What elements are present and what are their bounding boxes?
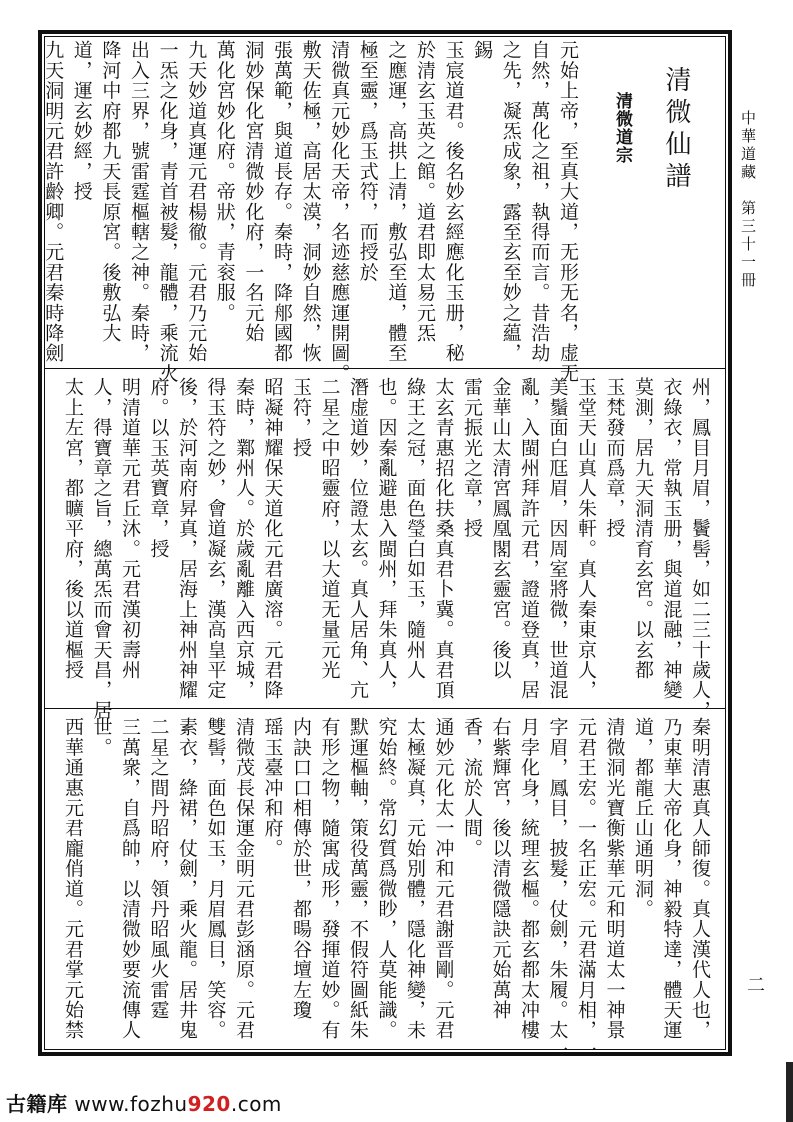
text-column: 二星之間丹昭府，領丹昭風火雷霆	[147, 717, 170, 1020]
text-column: 西華通惠元君龐俏道。元君掌元始禁	[62, 717, 84, 1041]
text-column: 金華山太清宮鳳凰閣玄靈宮。後以	[489, 377, 512, 680]
scan-edge	[786, 1062, 793, 1122]
text-column: 九天洞明元君許齡卿。元君秦時降劍	[42, 40, 65, 364]
footer-watermark	[6, 1088, 282, 1117]
text-column: 於清玄玉英之館。道君即太易元炁	[414, 40, 436, 343]
running-head: 中華道藏 第三十一冊	[739, 110, 757, 290]
footer-url-highlight: 920	[187, 1092, 231, 1116]
text-column: 降河中府都九天長原宮。後敷弘大	[99, 40, 122, 343]
text-column: 秦時，鄴州人。於歲亂離入西京城，	[233, 377, 255, 701]
text-column: 明清道華元君丘沐。元君漢初壽州	[119, 377, 141, 680]
text-column: 字眉，鳳目，披髮，仗劍，朱履。太一	[546, 717, 569, 1061]
footer-url-suffix: .com	[230, 1092, 282, 1116]
text-column: 右紫輝宮，後以清微隱訣元始萬神	[489, 717, 512, 1020]
text-column: 元君王宏。一名正宏。元君滿月相，一	[575, 717, 597, 1061]
text-column: 清微茂長保運金明元君彭涵原。元君	[233, 717, 255, 1041]
text-column: 萬化宮妙化府。帝狀，青衮服。	[213, 40, 236, 323]
text-column: 出入三界，號雷霆樞轄之神。秦時，	[128, 40, 150, 364]
text-column: 敷天佐極，高居太漠，洞妙自然，恢	[299, 40, 322, 364]
text-column: 一炁之化身，青首被髮，龍體，乘流火	[156, 40, 179, 384]
text-column: 清微洞光寶衡紫華元和明道太一神景	[603, 717, 626, 1041]
text-column: 元始上帝，至真大道，无形无名，虚无	[557, 40, 579, 384]
register-divider-2	[44, 708, 726, 709]
text-column: 二星之中昭靈府，以大道无量元光	[318, 377, 341, 680]
footer-brand: 古籍库	[6, 1092, 68, 1116]
text-column: 秦明清惠真人師復。真人漢代人也，	[689, 717, 711, 1041]
text-column: 雙髻，面色如玉，月眉鳳目，笑容。	[204, 717, 227, 1041]
text-column: 乃東華大帝化身，神毅特達，體天運	[660, 717, 683, 1041]
text-column: 極至靈，爲玉式符，而授於	[356, 40, 379, 283]
text-column: 太上左宮，都曠平府，後以道樞授	[62, 377, 84, 680]
text-column: 也。因秦亂避患入閩州，拜朱真人，	[375, 377, 398, 701]
text-column: 月孛化身，統理玄樞。都玄都太冲樓	[518, 717, 540, 1041]
text-column: 默運樞軸，策役萬靈，不假符圖紙朱	[347, 717, 369, 1041]
text-column: 清微真元妙化天帝，名迹慈應運開圖。	[328, 40, 351, 384]
text-column: 玉梵發而爲章，授	[603, 377, 626, 539]
text-column: 三萬衆，自爲帥，以清微妙要流傳人	[119, 717, 141, 1041]
text-column: 九天妙道真運元君楊徹。元君乃元始	[185, 40, 208, 364]
text-column: 玉堂天山真人朱軒。真人秦東京人，	[575, 377, 597, 701]
text-column: 得玉符之妙，會道凝玄，漢高皇平定	[204, 377, 227, 701]
text-column: 洞妙保化宮清微妙化府，一名元始	[242, 40, 265, 343]
footer-url-prefix: www.fozhu	[74, 1092, 188, 1116]
text-column: 太極凝真，元始別體，隱化神變，未	[404, 717, 426, 1041]
text-column: 張萬範，與道長存。秦時，降郍國都	[271, 40, 293, 364]
text-column: 錫	[471, 40, 494, 61]
text-column: 有形之物，隨寓成形，發揮道妙。有	[318, 717, 341, 1041]
text-column: 之先，凝炁成象，露至玄至妙之藴，	[499, 40, 522, 364]
text-column: 府。以玉英寶章，授	[147, 377, 170, 559]
text-column: 世。	[90, 717, 113, 758]
text-column: 潛虚道妙，位證太玄。真人居角、亢	[347, 377, 369, 701]
page-number: 二	[744, 975, 765, 993]
text-column: 自然，萬化之祖，執得而言。昔浩劫	[528, 40, 551, 364]
text-column: 之應運，高拱上清，敷弘至道，體至	[385, 40, 408, 364]
text-column: 通妙元化太一冲和元君謝晋剛。元君	[432, 717, 455, 1041]
text-column: 雷元振光之章，授	[461, 377, 483, 539]
text-column: 香，流於人間。	[461, 717, 483, 859]
text-column: 玉宸道君。後名妙玄經應化玉册，秘	[442, 40, 465, 364]
text-column: 州，鳳目月眉，鬢髻，如二三十歲人，	[689, 377, 711, 721]
text-column: 道，都龍丘山通明洞。	[632, 717, 654, 919]
register-divider-1	[44, 368, 726, 369]
text-column: 莫測，居九天洞清育玄宮。以玄都	[632, 377, 654, 680]
text-column: 昭凝神耀保天道化元君廣溶。元君降	[261, 377, 284, 701]
page-title: 清微仙譜	[661, 66, 691, 194]
text-column: 亂，入閩州拜許元君，證道登真，居	[518, 377, 540, 701]
text-column: 瑶玉臺冲和府。	[261, 717, 284, 859]
text-column: 玉符，授	[290, 377, 312, 458]
text-column: 太玄青惠招化扶桑真君卜冀。真君頂	[432, 377, 455, 701]
text-column: 美鬚面白尫眉，因周室將微，世道混	[546, 377, 569, 701]
section-subtitle: 清微道宗	[612, 92, 632, 164]
text-column: 人，得寶章之旨，總萬炁而會天昌，居	[90, 377, 113, 721]
text-column: 素衣，絳裙，仗劍，乘火龍。居井鬼	[176, 717, 198, 1041]
text-column: 道，運玄妙經，授	[70, 40, 93, 202]
text-column: 綠王之冠，面色瑩白如玉，隨州人	[404, 377, 426, 680]
text-column: 究始終。常幻質爲微眇，人莫能識。	[375, 717, 398, 1041]
text-column: 後，於河南府昇真，居海上神州神耀	[176, 377, 198, 701]
text-column: 内訣口口相傳於世，都暘谷壇左瓊	[290, 717, 312, 1020]
text-column: 衣綠衣，常執玉册，與道混融，神變	[660, 377, 683, 701]
